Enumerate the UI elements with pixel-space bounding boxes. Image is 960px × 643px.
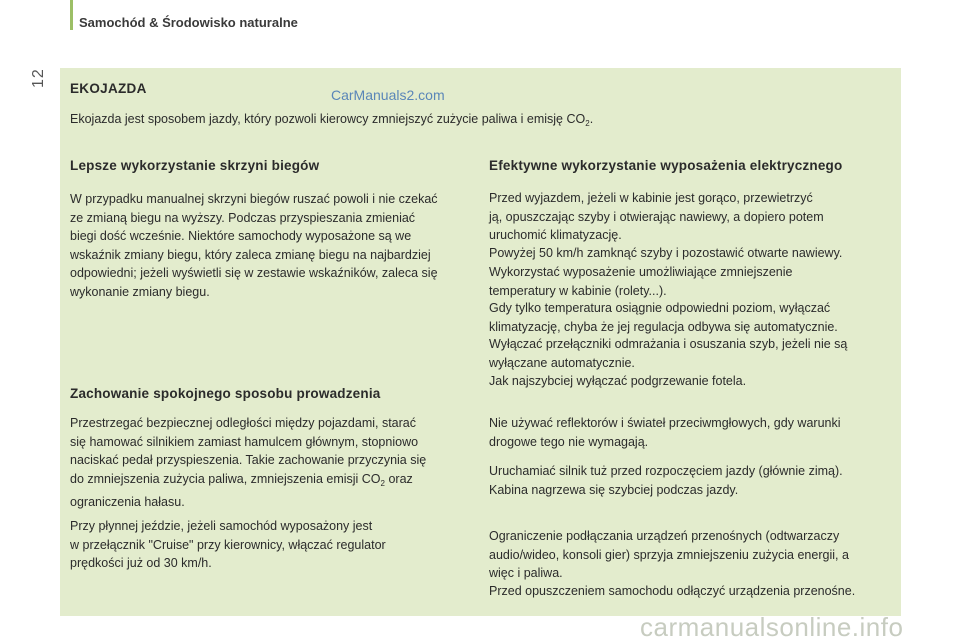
- calm-line: [70, 470, 470, 494]
- right-paragraph: [489, 189, 894, 245]
- right-line: Jak najszybciej wyłączać podgrzewanie fotela.: [489, 374, 747, 388]
- calm-line4-sub: 2: [380, 478, 385, 488]
- gearbox-line: wskaźnik zmiany biegu, który zaleca zmianę biegu na najbardziej: [70, 247, 431, 262]
- gearbox-line: wykonanie zmiany biegu.: [70, 284, 210, 299]
- right-line: Ograniczenie podłączania urządzeń przenośnych (odtwarzaczy: [489, 529, 840, 543]
- right-line: temperatury w kabinie (rolety...).: [489, 283, 667, 298]
- calm-line: naciskać pedał przyspieszenia. Takie zachowanie przyczynia się: [70, 453, 427, 467]
- watermark-top[interactable]: CarManuals2.com: [331, 87, 445, 103]
- right-paragraph: [489, 527, 894, 583]
- right-line: Gdy tylko temperatura osiągnie odpowiedni poziom, wyłączać: [489, 301, 831, 315]
- right-line: drogowe tego nie wymagają.: [489, 434, 649, 449]
- right-line: Przed opuszczeniem samochodu odłączyć urządzenia przenośne.: [489, 584, 856, 598]
- calm-line: Przestrzegać bezpiecznej odległości między pojazdami, starać: [70, 416, 416, 430]
- cruise-line: prędkości już od 30 km/h.: [70, 556, 212, 570]
- cruise-line: w przełącznik "Cruise" przy kierownicy, włączać regulator: [70, 537, 386, 552]
- right-line: Wyłączać przełączniki odmrażania i osuszania szyb, jeżeli nie są: [489, 337, 848, 351]
- right-line: ją, opuszczając szyby i otwierając nawiewy, a dopiero potem: [489, 209, 824, 224]
- right-line: więc i paliwa.: [489, 566, 563, 580]
- right-paragraph: [489, 263, 894, 300]
- right-paragraph: [489, 335, 894, 372]
- right-line: Przed wyjazdem, jeżeli w kabinie jest gorąco, przewietrzyć: [489, 191, 813, 205]
- right-line: wyłączane automatycznie.: [489, 355, 635, 370]
- gearbox-line: W przypadku manualnej skrzyni biegów ruszać powoli i nie czekać: [70, 192, 438, 206]
- intro-text-end: .: [589, 112, 594, 126]
- right-line: klimatyzację, chyba że jej regulacja odbywa się automatycznie.: [489, 319, 838, 334]
- right-line: audio/wideo, konsoli gier) sprzyja zmniejszeniu zużycia energii, a: [489, 547, 849, 562]
- intro-text-main: Ekojazda jest sposobem jazdy, który pozwoli kierowcy zmniejszyć zużycie paliwa i emisję CO: [70, 112, 586, 126]
- intro-text: [70, 110, 593, 134]
- calm-line: ograniczenia hałasu.: [70, 495, 185, 509]
- right-paragraph: [489, 244, 894, 263]
- right-line: Kabina nagrzewa się szybciej podczas jazdy.: [489, 482, 739, 497]
- intro-title: EKOJAZDA: [70, 81, 147, 96]
- gearbox-text: [70, 190, 470, 301]
- right-line: Wykorzystać wyposażenie umożliwiające zmniejszenie: [489, 265, 793, 279]
- electrical-title: Efektywne wykorzystanie wyposażenia elektrycznego: [489, 158, 843, 173]
- right-paragraph: [489, 582, 894, 601]
- gearbox-line: odpowiedni; jeżeli wyświetli się w zestawie wskaźników, zaleca się: [70, 266, 438, 280]
- calm-line4-end: oraz: [385, 471, 413, 486]
- gearbox-line: ze zmianą biegu na wyższy. Podczas przyspieszania zmieniać: [70, 210, 416, 225]
- watermark-bottom: carmanualsonline.info: [640, 612, 904, 642]
- calm-line: się hamować silnikiem zamiast hamulcem głównym, stopniowo: [70, 434, 419, 449]
- gearbox-title: Lepsze wykorzystanie skrzyni biegów: [70, 158, 320, 173]
- section-title: Samochód & Środowisko naturalne: [79, 15, 298, 30]
- gearbox-line: biegi dość wcześnie. Niektóre samochody wyposażone są we: [70, 229, 412, 243]
- cruise-line: Przy płynnej jeździe, jeżeli samochód wyposażony jest: [70, 519, 373, 533]
- calm-text: [70, 414, 470, 512]
- calm-line4-main: do zmniejszenia zużycia paliwa, zmniejszenia emisji CO: [70, 471, 381, 486]
- right-paragraph: [489, 372, 894, 391]
- page-number: 12: [30, 68, 47, 88]
- page-number-wrapper: [30, 66, 50, 92]
- right-line: Uruchamiać silnik tuż przed rozpoczęciem jazdy (głównie zimą).: [489, 464, 843, 478]
- calm-title: Zachowanie spokojnego sposobu prowadzenia: [70, 386, 381, 401]
- right-paragraph: [489, 462, 894, 499]
- right-line: Nie używać reflektorów i świateł przeciwmgłowych, gdy warunki: [489, 416, 841, 430]
- right-line: uruchomić klimatyzację.: [489, 228, 622, 242]
- intro-text-sub: 2: [585, 119, 590, 128]
- right-paragraph: [489, 414, 894, 451]
- header-accent-bar: [70, 0, 73, 30]
- right-line: Powyżej 50 km/h zamknąć szyby i pozostawić otwarte nawiewy.: [489, 246, 843, 260]
- right-paragraph: [489, 299, 894, 336]
- cruise-text: [70, 517, 470, 573]
